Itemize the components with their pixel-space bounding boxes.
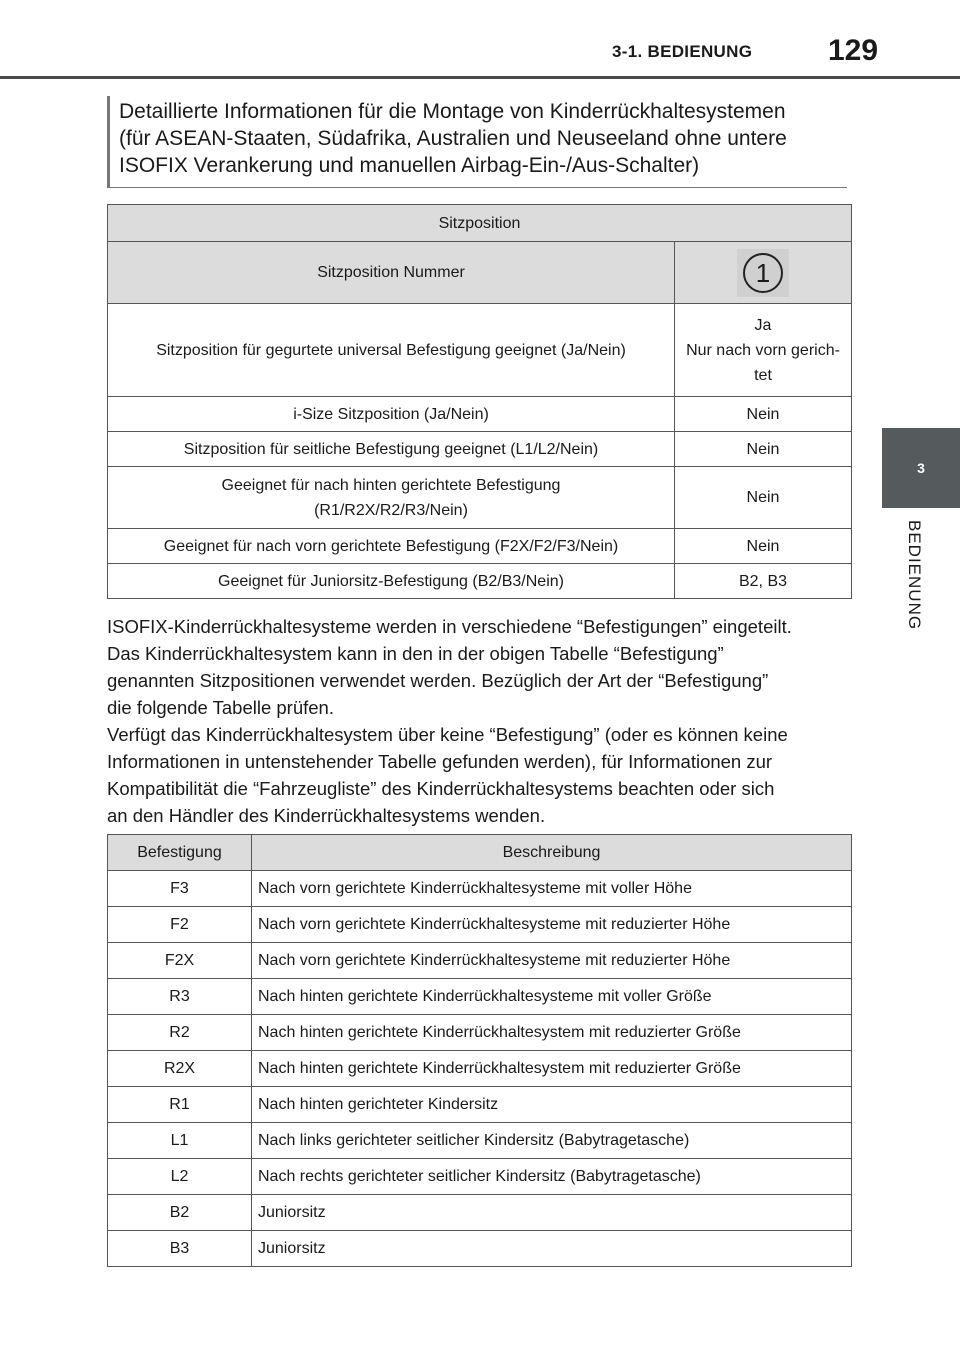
body-line: an den Händler des Kinderrückhaltesystems wenden. — [107, 805, 546, 826]
intro-line: Detaillierte Informationen für die Montage von Kinderrückhaltesystemen — [119, 100, 786, 123]
seat-row-label: i-Size Sitzposition (Ja/Nein) — [108, 397, 675, 432]
fixture-header-code: Befestigung — [108, 835, 252, 871]
fixture-code: F2X — [108, 943, 252, 979]
seat-row-label-line: (R1/R2X/R2/R3/Nein) — [314, 501, 468, 519]
chapter-tab[interactable] — [882, 428, 960, 508]
intro-line: ISOFIX Verankerung und manuellen Airbag-Ein-/Aus-Schalter) — [119, 154, 700, 177]
belted-value-yes: Ja — [754, 316, 772, 334]
belted-label: Sitzposition für gegurtete universal Befestigung geeignet (Ja/Nein) — [108, 304, 675, 397]
fixture-desc: Juniorsitz — [252, 1195, 852, 1231]
fixture-desc: Nach hinten gerichtete Kinderrückhaltesysteme mit voller Größe — [252, 979, 852, 1015]
page-number: 129 — [828, 34, 879, 67]
seat-row-label: Geeignet für nach vorn gerichtete Befestigung (F2X/F2/F3/Nein) — [108, 529, 675, 564]
table-row — [108, 1087, 852, 1123]
body-line: Das Kinderrückhaltesystem kann in den in der obigen Tabelle “Befestigung” — [107, 643, 724, 664]
table-row — [108, 871, 852, 907]
seat-number-cell — [675, 242, 852, 304]
body-line: Verfügt das Kinderrückhaltesystem über keine “Befestigung” (oder es können keine — [107, 724, 788, 745]
fixture-desc: Nach links gerichteter seitlicher Kindersitz (Babytragetasche) — [252, 1123, 852, 1159]
fixture-table — [107, 834, 852, 1267]
seat-number-label: Sitzposition Nummer — [108, 242, 675, 304]
seat-row-value: Nein — [675, 467, 852, 529]
fixture-desc: Nach hinten gerichteter Kindersitz — [252, 1087, 852, 1123]
seat-row-label: Sitzposition für seitliche Befestigung geeignet (L1/L2/Nein) — [108, 432, 675, 467]
body-line: genannten Sitzpositionen verwendet werden. Bezüglich der Art der “Befestigung” — [107, 670, 769, 691]
seat-row-value: Nein — [675, 529, 852, 564]
seat-position-table — [107, 204, 852, 599]
fixture-desc: Nach rechts gerichteter seitlicher Kindersitz (Babytragetasche) — [252, 1159, 852, 1195]
intro-box — [107, 96, 847, 188]
fixture-code: R2 — [108, 1015, 252, 1051]
fixture-code: F2 — [108, 907, 252, 943]
seat-row-label — [108, 467, 675, 529]
body-paragraph — [107, 613, 857, 829]
chapter-number: 3 — [917, 460, 925, 476]
table-row — [108, 1051, 852, 1087]
body-line: ISOFIX-Kinderrückhaltesysteme werden in verschiedene “Befestigungen” eingeteilt. — [107, 616, 792, 637]
seat-row-value: Nein — [675, 397, 852, 432]
page-header — [0, 0, 960, 80]
fixture-code: F3 — [108, 871, 252, 907]
fixture-header-desc: Beschreibung — [252, 835, 852, 871]
section-title: 3-1. BEDIENUNG — [612, 42, 753, 61]
seat-table-header: Sitzposition — [108, 205, 852, 242]
table-row — [108, 1195, 852, 1231]
chapter-label: BEDIENUNG — [905, 520, 924, 631]
table-row — [108, 1231, 852, 1267]
table-row — [108, 1123, 852, 1159]
table-row — [108, 1015, 852, 1051]
seat-row-value: B2, B3 — [675, 564, 852, 599]
body-line: die folgende Tabelle prüfen. — [107, 697, 334, 718]
belted-value — [675, 304, 852, 397]
table-row — [108, 979, 852, 1015]
fixture-desc: Nach hinten gerichtete Kinderrückhaltesystem mit reduzierter Größe — [252, 1015, 852, 1051]
seat-row-label: Geeignet für Juniorsitz-Befestigung (B2/B3/Nein) — [108, 564, 675, 599]
fixture-code: B3 — [108, 1231, 252, 1267]
fixture-code: B2 — [108, 1195, 252, 1231]
body-line: Kompatibilität die “Fahrzeugliste” des Kinderrückhaltesystems beachten oder sich — [107, 778, 775, 799]
table-row — [108, 907, 852, 943]
intro-line: (für ASEAN-Staaten, Südafrika, Australien und Neuseeland ohne untere — [119, 127, 787, 150]
seat-row-value: Nein — [675, 432, 852, 467]
belted-value-forward-b: tet — [754, 366, 772, 384]
fixture-code: R2X — [108, 1051, 252, 1087]
seat-number-circle: 1 — [743, 253, 783, 293]
fixture-code: L1 — [108, 1123, 252, 1159]
fixture-desc: Nach vorn gerichtete Kinderrückhaltesysteme mit reduzierter Höhe — [252, 907, 852, 943]
seat-number-badge — [737, 249, 789, 297]
fixture-code: R1 — [108, 1087, 252, 1123]
fixture-desc: Nach vorn gerichtete Kinderrückhaltesysteme mit reduzierter Höhe — [252, 943, 852, 979]
fixture-code: L2 — [108, 1159, 252, 1195]
fixture-code: R3 — [108, 979, 252, 1015]
table-row — [108, 1159, 852, 1195]
header-divider — [0, 76, 960, 79]
belted-value-forward-a: Nur nach vorn gerich- — [686, 341, 840, 359]
table-row — [108, 943, 852, 979]
seat-row-label-line: Geeignet für nach hinten gerichtete Befestigung — [221, 476, 561, 494]
fixture-desc: Nach vorn gerichtete Kinderrückhaltesysteme mit voller Höhe — [252, 871, 852, 907]
fixture-desc: Juniorsitz — [252, 1231, 852, 1267]
fixture-desc: Nach hinten gerichtete Kinderrückhaltesystem mit reduzierter Größe — [252, 1051, 852, 1087]
body-line: Informationen in untenstehender Tabelle gefunden werden), für Informationen zur — [107, 751, 773, 772]
